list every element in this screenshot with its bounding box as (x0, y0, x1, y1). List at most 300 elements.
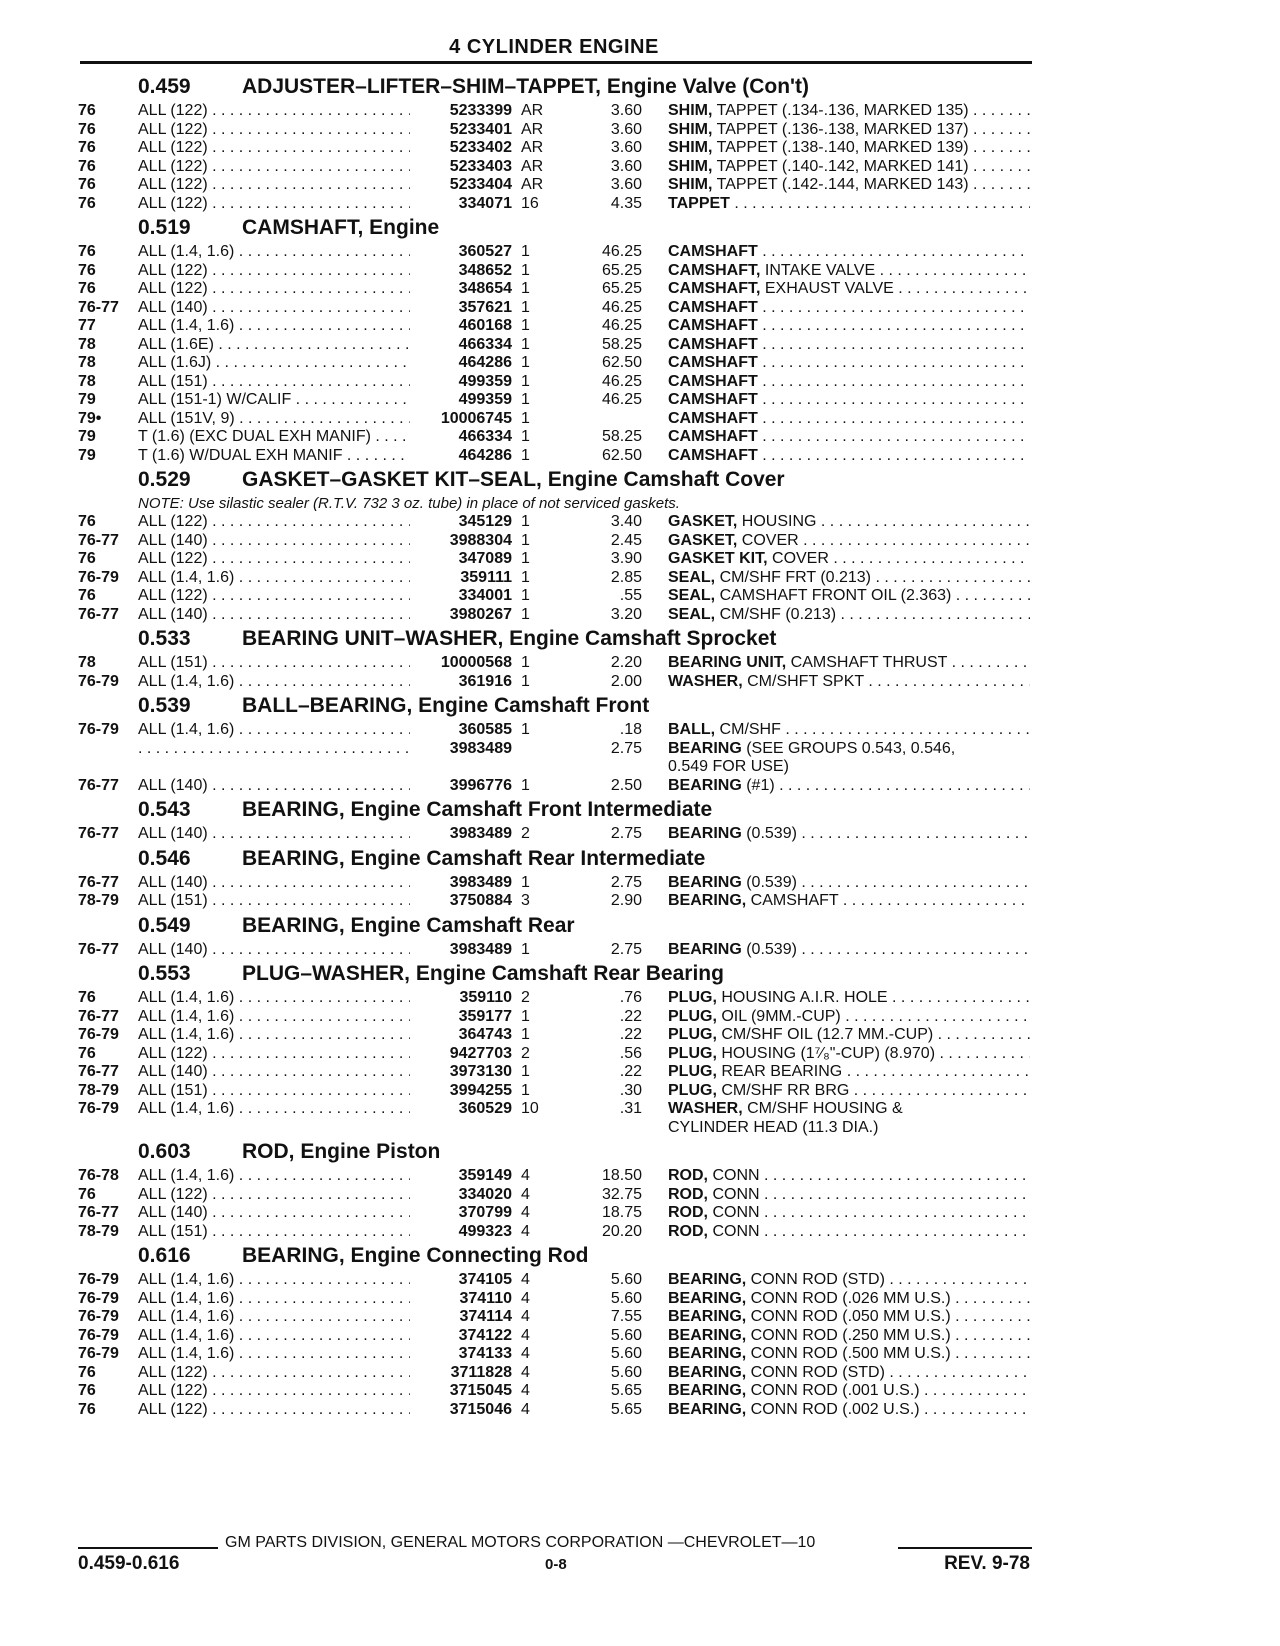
part-description (668, 1082, 1030, 1101)
part-description (668, 280, 1030, 299)
part-detail: INTAKE VALVE (760, 261, 876, 279)
model-year: 78 (78, 372, 96, 390)
part-description (668, 721, 1030, 740)
quantity: 1 (521, 587, 530, 604)
application: ALL (151) . . . (138, 892, 410, 911)
list-price: 2.75 (610, 739, 642, 757)
part-row (0, 243, 1280, 262)
part-number: 5233402 (449, 139, 512, 156)
quantity: AR (521, 157, 544, 175)
application: T (1.6) W/DUAL EXH MANIF . . . (138, 447, 410, 466)
quantity: 1 (521, 372, 530, 390)
model-year: 76-79 (78, 1026, 119, 1043)
model-year: 76 (78, 587, 96, 604)
part-row (0, 606, 1280, 625)
part-detail: CAMSHAFT THRUST (786, 654, 948, 671)
group-number: 0.459 (138, 75, 191, 98)
section-header (0, 795, 1280, 825)
list-price: .22 (619, 1063, 642, 1080)
part-number: 374105 (458, 1271, 512, 1288)
model-year: 76-77 (78, 825, 119, 842)
application: ALL (122) . . . (138, 1186, 410, 1205)
part-description (668, 373, 1030, 392)
part-name: CAMSHAFT (668, 243, 758, 260)
part-name: BEARING (668, 940, 742, 958)
part-row (0, 102, 1280, 121)
model-year: 76 (78, 550, 96, 567)
group-number: 0.603 (138, 1140, 191, 1163)
model-year: 76 (78, 1363, 96, 1381)
part-detail: CONN (708, 1222, 760, 1240)
part-detail: CM/SHF OIL (12.7 MM.-CUP) (716, 1026, 934, 1043)
part-number: 359149 (458, 1167, 512, 1184)
group-title: ADJUSTER–LIFTER–SHIM–TAPPET, Engine Valve (Con't) (242, 75, 810, 98)
footer-rule-left (78, 1547, 218, 1549)
part-description (668, 354, 1030, 373)
footer-rule-right (898, 1547, 1032, 1549)
part-description (668, 1186, 1030, 1205)
part-name: PLUG, (668, 1007, 717, 1025)
application: ALL (1.4, 1.6) . . . (138, 1290, 410, 1309)
part-number: 3996776 (449, 776, 512, 794)
part-description (668, 1045, 1030, 1064)
list-price: 58.25 (601, 335, 642, 353)
part-name: CAMSHAFT, (668, 261, 761, 279)
part-name: CAMSHAFT (668, 335, 758, 353)
part-row (0, 1119, 1280, 1138)
part-description (668, 1204, 1030, 1223)
quantity: 1 (521, 280, 530, 297)
part-number: 10000568 (440, 654, 512, 671)
part-number: 3983489 (449, 739, 512, 757)
quantity: 1 (521, 654, 530, 671)
part-number: 3983489 (449, 940, 512, 958)
application: ALL (151-1) W/CALIF . . . (138, 391, 410, 410)
part-name: SHIM, (668, 120, 713, 138)
list-price: 5.60 (610, 1289, 642, 1307)
part-description (668, 336, 1030, 355)
part-name: PLUG, (668, 1044, 717, 1062)
part-description (668, 1327, 1030, 1346)
part-description (668, 1290, 1030, 1309)
list-price: 65.25 (601, 280, 642, 297)
part-detail: (0.539) (741, 825, 797, 842)
part-name: SHIM, (668, 139, 713, 156)
part-detail: CAMSHAFT FRONT OIL (2.363) (715, 587, 952, 604)
application: ALL (1.4, 1.6) . . . (138, 721, 410, 740)
list-price: 5.60 (610, 1345, 642, 1362)
part-description (668, 428, 1030, 447)
part-name: BEARING, (668, 1271, 747, 1288)
part-name: WASHER, (668, 1100, 743, 1117)
quantity: 4 (521, 1326, 530, 1344)
list-price: .22 (619, 1007, 642, 1025)
list-price: 3.60 (610, 157, 642, 175)
quantity: 4 (521, 1204, 530, 1221)
part-row (0, 410, 1280, 429)
application: ALL (151) . . . (138, 1223, 410, 1242)
part-detail: CONN ROD (.001 U.S.) (746, 1382, 920, 1399)
part-detail: CONN ROD (.050 MM U.S.) (746, 1308, 951, 1325)
part-description (668, 513, 1030, 532)
list-price: .55 (619, 587, 642, 604)
group-number: 0.549 (138, 913, 191, 937)
part-description (668, 391, 1030, 410)
part-name: BEARING (668, 825, 742, 842)
part-row (0, 721, 1280, 740)
part-detail: COVER (737, 531, 799, 549)
part-name: ROD, (668, 1204, 708, 1221)
application (138, 740, 410, 759)
part-description (668, 1271, 1030, 1290)
footer-group-range: 0.459-0.616 (78, 1553, 180, 1574)
group-number: 0.616 (138, 1244, 191, 1267)
model-year: 79 (78, 446, 96, 464)
part-name: TAPPET (668, 194, 730, 212)
list-price: 2.20 (610, 654, 642, 671)
part-detail: CONN (708, 1167, 760, 1184)
model-year: 79 (78, 428, 96, 445)
list-price: 7.55 (610, 1308, 642, 1325)
application: ALL (140) . . . (138, 299, 410, 318)
application: ALL (122) . . . (138, 1401, 410, 1420)
application: ALL (140) . . . (138, 1063, 410, 1082)
part-name: ROD, (668, 1185, 708, 1203)
part-row (0, 1290, 1280, 1309)
model-year: 77 (78, 317, 96, 334)
part-number: 370799 (458, 1204, 512, 1221)
part-description (668, 1401, 1030, 1420)
list-price: 3.40 (610, 513, 642, 530)
quantity: 4 (521, 1308, 530, 1325)
part-description (668, 892, 1030, 911)
part-row (0, 195, 1280, 214)
part-number: 5233403 (449, 157, 512, 175)
quantity: 1 (521, 446, 530, 464)
group-title: BEARING, Engine Connecting Rod (242, 1244, 589, 1267)
part-row (0, 1327, 1280, 1346)
part-row (0, 587, 1280, 606)
list-price: 2.50 (610, 776, 642, 794)
section-header (0, 959, 1280, 989)
part-number: 345129 (458, 513, 512, 530)
list-price: 3.60 (610, 102, 642, 119)
quantity: 4 (521, 1363, 530, 1381)
application: ALL (140) . . . (138, 777, 410, 796)
application: ALL (122) . . . (138, 195, 410, 214)
list-price: 58.25 (601, 428, 642, 445)
application: ALL (151V, 9) . . . (138, 410, 410, 429)
part-detail: CM/SHF HOUSING & (742, 1100, 903, 1117)
list-price: 46.25 (601, 243, 642, 260)
part-row (0, 1167, 1280, 1186)
part-detail: CONN (708, 1204, 760, 1221)
part-detail: CM/SHF RR BRG (716, 1081, 850, 1099)
part-detail: REAR BEARING (716, 1063, 843, 1080)
part-detail: CONN ROD (STD) (746, 1363, 885, 1381)
list-price: 5.65 (610, 1382, 642, 1399)
part-detail: TAPPET (.140-.142, MARKED 141) (712, 157, 969, 175)
application: ALL (140) . . . (138, 606, 410, 625)
application: ALL (122) . . . (138, 158, 410, 177)
model-year: 76 (78, 280, 96, 297)
header-rule (80, 61, 1032, 64)
part-row (0, 1186, 1280, 1205)
part-name: CAMSHAFT (668, 446, 758, 464)
part-name: SHIM, (668, 102, 713, 119)
part-number: 3715046 (449, 1400, 512, 1418)
part-row (0, 262, 1280, 281)
part-description (668, 758, 1030, 777)
application: ALL (1.4, 1.6) . . . (138, 1026, 410, 1045)
part-name: SEAL, (668, 605, 716, 623)
quantity: 4 (521, 1289, 530, 1307)
application: ALL (140) . . . (138, 874, 410, 893)
part-description (668, 262, 1030, 281)
part-detail: CM/SHF (715, 721, 781, 738)
model-year: 76 (78, 194, 96, 212)
footer-publisher: GM PARTS DIVISION, GENERAL MOTORS CORPORATION —CHEVROLET—10 (225, 1534, 816, 1551)
part-description (668, 941, 1030, 960)
part-name: BEARING UNIT, (668, 654, 787, 671)
part-description (668, 1308, 1030, 1327)
model-year: 76 (78, 261, 96, 279)
part-detail: CM/SHF (0.213) (715, 605, 837, 623)
list-price: 3.90 (610, 550, 642, 567)
part-number: 3711828 (450, 1363, 512, 1381)
application: ALL (140) . . . (138, 532, 410, 551)
quantity: 1 (521, 354, 530, 371)
list-price: .31 (619, 1100, 642, 1117)
model-year: 78 (78, 335, 96, 353)
group-title: GASKET–GASKET KIT–SEAL, Engine Camshaft Cover (242, 468, 785, 491)
part-description (668, 1382, 1030, 1401)
part-description (668, 606, 1030, 625)
part-detail: HOUSING A.I.R. HOLE (716, 989, 888, 1006)
part-name: BEARING, (668, 1382, 747, 1399)
application: ALL (1.4, 1.6) . . . (138, 1308, 410, 1327)
model-year: 76-79 (78, 1289, 119, 1307)
model-year: 76-77 (78, 1204, 119, 1221)
model-year: 76-77 (78, 873, 119, 891)
part-description (668, 777, 1030, 796)
application: ALL (1.4, 1.6) . . . (138, 989, 410, 1008)
part-description (668, 874, 1030, 893)
part-number: 348652 (458, 261, 512, 279)
model-year: 79• (78, 409, 102, 427)
part-number: 499359 (458, 391, 512, 408)
part-name: CAMSHAFT (668, 317, 758, 334)
group-title: BALL–BEARING, Engine Camshaft Front (242, 694, 650, 717)
part-row (0, 1100, 1280, 1119)
list-price: 2.75 (610, 940, 642, 958)
quantity: 3 (521, 892, 530, 909)
part-number: 347089 (458, 550, 512, 567)
part-name: GASKET, (668, 513, 738, 530)
part-number: 374114 (459, 1308, 512, 1325)
part-row (0, 317, 1280, 336)
part-row (0, 513, 1280, 532)
part-name: BEARING, (668, 1345, 747, 1362)
list-price: .30 (619, 1081, 642, 1099)
group-title: BEARING, Engine Camshaft Rear (242, 913, 575, 937)
part-row (0, 654, 1280, 673)
model-year: 76-77 (78, 298, 119, 316)
part-name: CAMSHAFT (668, 409, 758, 427)
part-name: CAMSHAFT (668, 428, 758, 445)
list-price: .22 (619, 1026, 642, 1043)
part-number: 10006745 (440, 409, 512, 427)
part-detail: (0.539) (741, 940, 797, 958)
part-description (668, 1026, 1030, 1045)
model-year: 76-79 (78, 1326, 119, 1344)
quantity: 1 (521, 568, 530, 586)
quantity: 4 (521, 1167, 530, 1184)
part-name: BEARING, (668, 1308, 747, 1325)
part-row (0, 758, 1280, 777)
part-description (668, 243, 1030, 262)
part-row (0, 1382, 1280, 1401)
list-price: 4.35 (610, 194, 642, 212)
application: ALL (151) . . . (138, 1082, 410, 1101)
list-price: 62.50 (601, 446, 642, 464)
part-number: 9427703 (449, 1044, 512, 1062)
model-year: 76-77 (78, 531, 119, 549)
part-row (0, 354, 1280, 373)
model-year: 76-77 (78, 940, 119, 958)
list-price: 5.60 (610, 1363, 642, 1381)
list-price: 32.75 (601, 1185, 642, 1203)
group-title: CAMSHAFT, Engine (242, 216, 440, 239)
part-number: 3750884 (449, 892, 512, 909)
model-year: 76-79 (78, 672, 119, 690)
list-price: 2.90 (610, 892, 642, 909)
application: ALL (122) . . . (138, 513, 410, 532)
list-price: .56 (619, 1044, 642, 1062)
quantity: 2 (521, 989, 530, 1006)
part-number: 374122 (458, 1326, 512, 1344)
quantity: 2 (521, 1044, 530, 1062)
application: ALL (122) . . . (138, 102, 410, 121)
part-detail: CM/SHFT SPKT (742, 672, 864, 690)
part-detail: (0.539) (741, 873, 797, 891)
part-detail: CONN ROD (.500 MM U.S.) (746, 1345, 951, 1362)
part-number: 334071 (458, 194, 512, 212)
group-number: 0.539 (138, 694, 191, 717)
model-year: 76 (78, 157, 96, 175)
part-number: 3983489 (449, 873, 512, 891)
model-year: 76-79 (78, 1271, 119, 1288)
part-description (668, 825, 1030, 844)
part-row (0, 158, 1280, 177)
part-row (0, 1401, 1280, 1420)
part-row (0, 447, 1280, 466)
part-row (0, 874, 1280, 893)
part-description (668, 1063, 1030, 1082)
part-description (668, 1223, 1030, 1242)
part-row (0, 740, 1280, 759)
section-header (0, 691, 1280, 721)
part-name: BEARING, (668, 1326, 747, 1344)
quantity: AR (521, 120, 544, 138)
list-price: 3.60 (610, 176, 642, 193)
part-number: 359111 (460, 568, 512, 586)
quantity: 1 (521, 317, 530, 334)
part-description (668, 550, 1030, 569)
part-number: 3980267 (449, 605, 512, 623)
part-detail: TAPPET (.138-.140, MARKED 139) (712, 139, 969, 156)
part-detail: HOUSING (737, 513, 817, 530)
part-description (668, 447, 1030, 466)
quantity: 4 (521, 1185, 530, 1203)
application: ALL (122) . . . (138, 550, 410, 569)
quantity: 4 (521, 1400, 530, 1418)
part-description (668, 1345, 1030, 1364)
part-name: CAMSHAFT (668, 391, 758, 408)
model-year: 76 (78, 989, 96, 1006)
group-number: 0.533 (138, 627, 191, 650)
part-number: 374133 (458, 1345, 512, 1362)
quantity: AR (521, 176, 544, 193)
quantity: 1 (521, 391, 530, 408)
note-text: NOTE: Use silastic sealer (R.T.V. 732 3 oz. tube) in place of not serviced gaskets. (138, 495, 680, 512)
part-number: 360529 (458, 1100, 512, 1117)
part-number: 334020 (458, 1185, 512, 1203)
part-description (668, 1364, 1030, 1383)
group-number: 0.543 (138, 798, 191, 821)
section-header (0, 465, 1280, 495)
quantity: 1 (521, 409, 530, 427)
section-header (0, 624, 1280, 654)
group-number: 0.519 (138, 216, 191, 239)
revision-date: REV. 9-78 (944, 1553, 1030, 1574)
quantity: 2 (521, 825, 530, 842)
list-price: 2.00 (610, 672, 642, 690)
part-row (0, 532, 1280, 551)
part-detail: HOUSING (1⁷⁄₈"-CUP) (8.970) (716, 1044, 936, 1062)
application: ALL (122) . . . (138, 1364, 410, 1383)
part-detail: CONN ROD (.026 MM U.S.) (746, 1289, 951, 1307)
part-name: BALL, (668, 721, 716, 738)
page-number: 0-8 (545, 1556, 567, 1573)
application: ALL (140) . . . (138, 825, 410, 844)
part-name: SEAL, (668, 587, 716, 604)
list-price: 5.60 (610, 1326, 642, 1344)
part-row (0, 673, 1280, 692)
list-price: 18.75 (601, 1204, 642, 1221)
model-year: 76-79 (78, 1345, 119, 1362)
quantity: 1 (521, 1007, 530, 1025)
quantity: 1 (521, 873, 530, 891)
part-number: 3983489 (449, 825, 512, 842)
application: ALL (151) . . . (138, 373, 410, 392)
application: ALL (1.6J) . . . (138, 354, 410, 373)
part-description (668, 1008, 1030, 1027)
list-price: 62.50 (601, 354, 642, 371)
application: ALL (1.4, 1.6) . . . (138, 243, 410, 262)
part-detail: CONN (708, 1185, 760, 1203)
part-row (0, 121, 1280, 140)
part-number: 361916 (458, 672, 512, 690)
part-row (0, 176, 1280, 195)
part-number: 357621 (458, 298, 512, 316)
section-header (0, 72, 1280, 102)
part-row (0, 1082, 1280, 1101)
part-name: SHIM, (668, 176, 713, 193)
quantity: 1 (521, 605, 530, 623)
part-description (668, 587, 1030, 606)
part-row (0, 1008, 1280, 1027)
